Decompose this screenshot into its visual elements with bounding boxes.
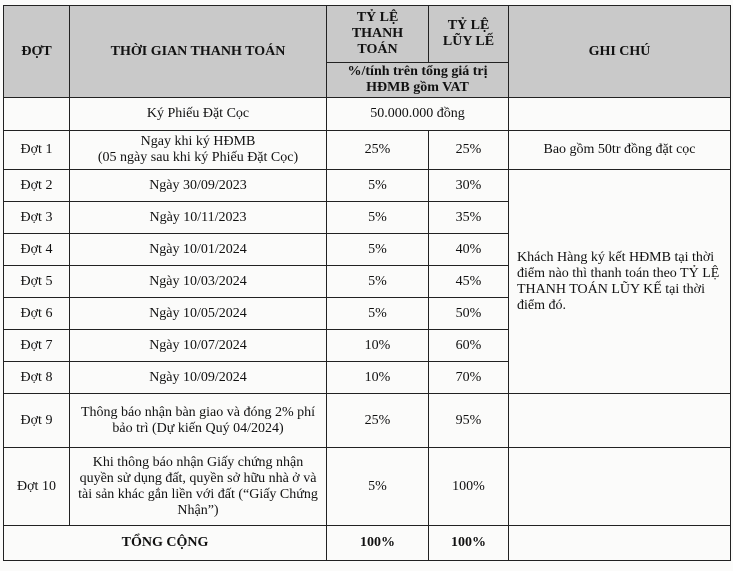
header-time: THỜI GIAN THANH TOÁN [70, 6, 327, 98]
row-dot: Đợt 7 [4, 330, 70, 362]
row-rate: 5% [327, 234, 429, 266]
row-time: Ngày 10/03/2024 [70, 266, 327, 298]
row-time [70, 131, 327, 170]
row-time-line2: (05 ngày sau khi ký Phiếu Đặt Cọc) [97, 150, 299, 165]
row-cumulative: 40% [429, 234, 509, 266]
row-time: Ngày 10/05/2024 [70, 298, 327, 330]
row-cumulative: 35% [429, 202, 509, 234]
deposit-label: Ký Phiếu Đặt Cọc [70, 98, 327, 131]
row-time-line1: Ngay khi ký HĐMB [140, 134, 256, 149]
row-dot: Đợt 9 [4, 394, 70, 448]
header-row [4, 6, 731, 63]
page-bottom-edge [0, 562, 733, 571]
header-dot: ĐỢT [4, 6, 70, 98]
row-cumulative: 95% [429, 394, 509, 448]
row-cumulative: 25% [429, 131, 509, 170]
header-note: GHI CHÚ [509, 6, 731, 98]
table-row [4, 131, 731, 170]
row-cumulative: 50% [429, 298, 509, 330]
row-dot: Đợt 6 [4, 298, 70, 330]
row-dot: Đợt 4 [4, 234, 70, 266]
row-dot: Đợt 10 [4, 448, 70, 526]
table-row [4, 394, 731, 448]
table-row [4, 448, 731, 526]
row-cumulative: 30% [429, 170, 509, 202]
table-row [4, 170, 731, 202]
payment-schedule-table [3, 5, 731, 561]
row-rate: 5% [327, 448, 429, 526]
row-rate: 25% [327, 131, 429, 170]
header-rate: TỶ LỆ THANH TOÁN [327, 6, 429, 63]
total-note-empty [509, 526, 731, 561]
row-time: Khi thông báo nhận Giấy chứng nhận quyền sử dụng đất, quyền sở hữu nhà ở và tài sản khác gắn liền với đất (“Giấy Chứng Nhận”) [70, 448, 327, 526]
header-basis: %/tính trên tổng giá trị HĐMB gồm VAT [327, 63, 509, 98]
row-rate: 10% [327, 330, 429, 362]
row-rate: 5% [327, 266, 429, 298]
deposit-dot-cell [4, 98, 70, 131]
total-row [4, 526, 731, 561]
header-cumulative: TỶ LỆ LŨY LẾ [429, 6, 509, 63]
row-dot: Đợt 2 [4, 170, 70, 202]
row-rate: 5% [327, 298, 429, 330]
row-cumulative: 60% [429, 330, 509, 362]
row-time: Ngày 30/09/2023 [70, 170, 327, 202]
total-label: TỔNG CỘNG [4, 526, 327, 561]
row-cumulative: 100% [429, 448, 509, 526]
deposit-row [4, 98, 731, 131]
row-time: Thông báo nhận bàn giao và đóng 2% phí bảo trì (Dự kiến Quý 04/2024) [70, 394, 327, 448]
row-rate: 25% [327, 394, 429, 448]
row-cumulative: 45% [429, 266, 509, 298]
row-note-empty [509, 448, 731, 526]
deposit-amount: 50.000.000 đồng [327, 98, 509, 131]
row-dot: Đợt 8 [4, 362, 70, 394]
row-dot: Đợt 3 [4, 202, 70, 234]
group-note: Khách Hàng ký kết HĐMB tại thời điểm nào thì thanh toán theo TỶ LỆ THANH TOÁN LŨY KẾ tại thời điểm đó. [509, 170, 731, 394]
row-dot: Đợt 1 [4, 131, 70, 170]
row-dot: Đợt 5 [4, 266, 70, 298]
row-rate: 10% [327, 362, 429, 394]
row-note: Bao gồm 50tr đồng đặt cọc [509, 131, 731, 170]
total-cumulative: 100% [429, 526, 509, 561]
total-rate: 100% [327, 526, 429, 561]
row-time: Ngày 10/01/2024 [70, 234, 327, 266]
row-time: Ngày 10/07/2024 [70, 330, 327, 362]
row-note-empty [509, 394, 731, 448]
row-rate: 5% [327, 170, 429, 202]
row-time: Ngày 10/09/2024 [70, 362, 327, 394]
row-rate: 5% [327, 202, 429, 234]
row-time: Ngày 10/11/2023 [70, 202, 327, 234]
deposit-note-cell [509, 98, 731, 131]
row-cumulative: 70% [429, 362, 509, 394]
